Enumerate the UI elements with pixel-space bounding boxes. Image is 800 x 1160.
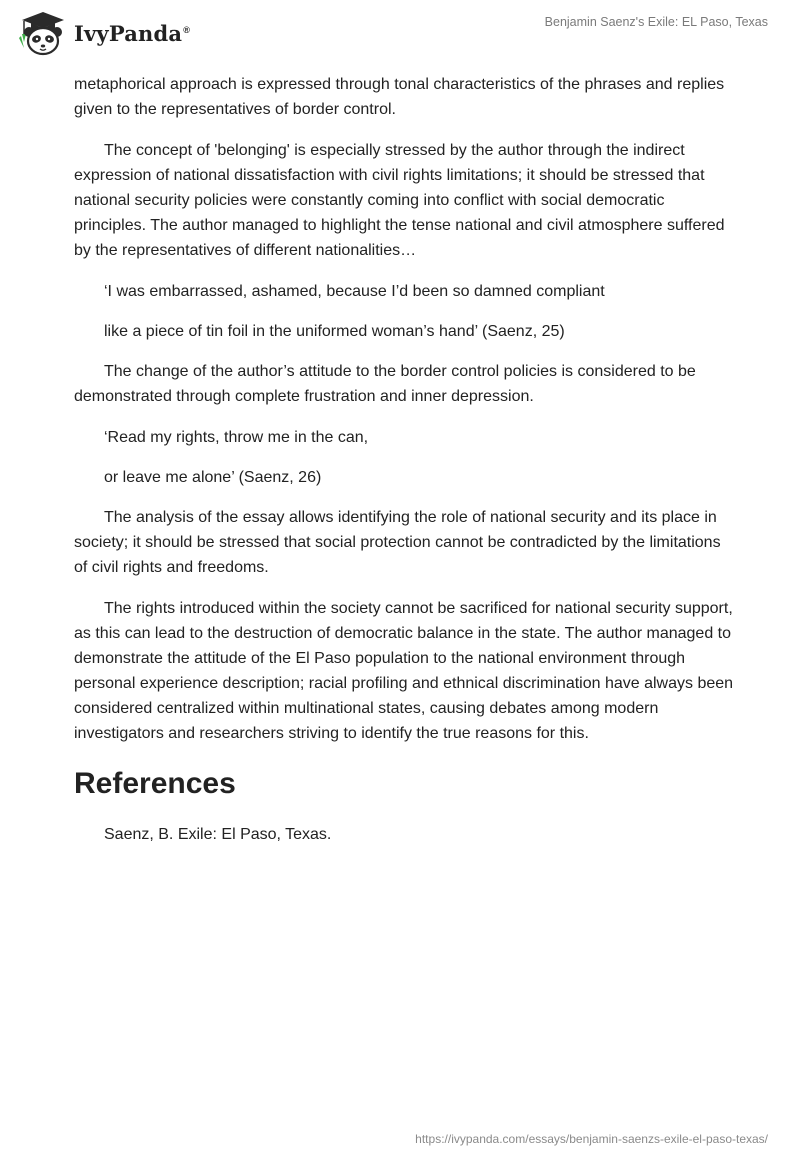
paragraph: metaphorical approach is expressed through tonal characteristics of the phrases and replies given to the representatives of border control. (74, 76, 725, 118)
paragraph: The concept of 'belonging' is especially stressed by the author through the indirect expression of national dissatisfaction with civil rights limitations; it should be stressed that national security policies were constantly coming into conflict with social democratic principles. The author managed to highlight the tense national and civil atmosphere suffered by the representatives of different nationalities… (74, 142, 725, 259)
quote-line: like a piece of tin foil in the uniformed woman’s hand’ (Saenz, 25) (104, 323, 565, 340)
document-title: Benjamin Saenz's Exile: EL Paso, Texas (544, 15, 768, 29)
references-heading: References (74, 767, 236, 800)
paragraph: The analysis of the essay allows identifying the role of national security and its place in society; it should be stressed that social protection cannot be contradicted by the limitations of civil rights and freedoms. (74, 509, 721, 576)
quote-line: or leave me alone’ (Saenz, 26) (104, 469, 322, 486)
paragraph: The rights introduced within the society cannot be sacrificed for national security support, as this can lead to the destruction of democratic balance in the state. The author managed to demonstrate the attitude of the El Paso population to the national environment through personal experience description; racial profiling and ethnical discrimination have always been considered centralized within multinational states, causing debates among modern investigators and researchers striving to identify the true reasons for this. (74, 600, 734, 742)
page-header (0, 0, 800, 70)
source-url[interactable]: https://ivypanda.com/essays/benjamin-saenzs-exile-el-paso-texas/ (415, 1132, 768, 1146)
reference-item: Saenz, B. Exile: El Paso, Texas. (104, 826, 332, 843)
panda-graduate-icon (14, 8, 72, 56)
ivypanda-logo[interactable] (14, 8, 190, 56)
paragraph: The change of the author’s attitude to the border control policies is considered to be demonstrated through complete frustration and inner depression. (74, 363, 696, 405)
essay-content (74, 72, 734, 847)
quote-line: ‘I was embarrassed, ashamed, because I’d been so damned compliant (104, 283, 605, 300)
logo-wordmark: IvyPanda® (74, 20, 191, 46)
quote-line: ‘Read my rights, throw me in the can, (104, 429, 369, 446)
